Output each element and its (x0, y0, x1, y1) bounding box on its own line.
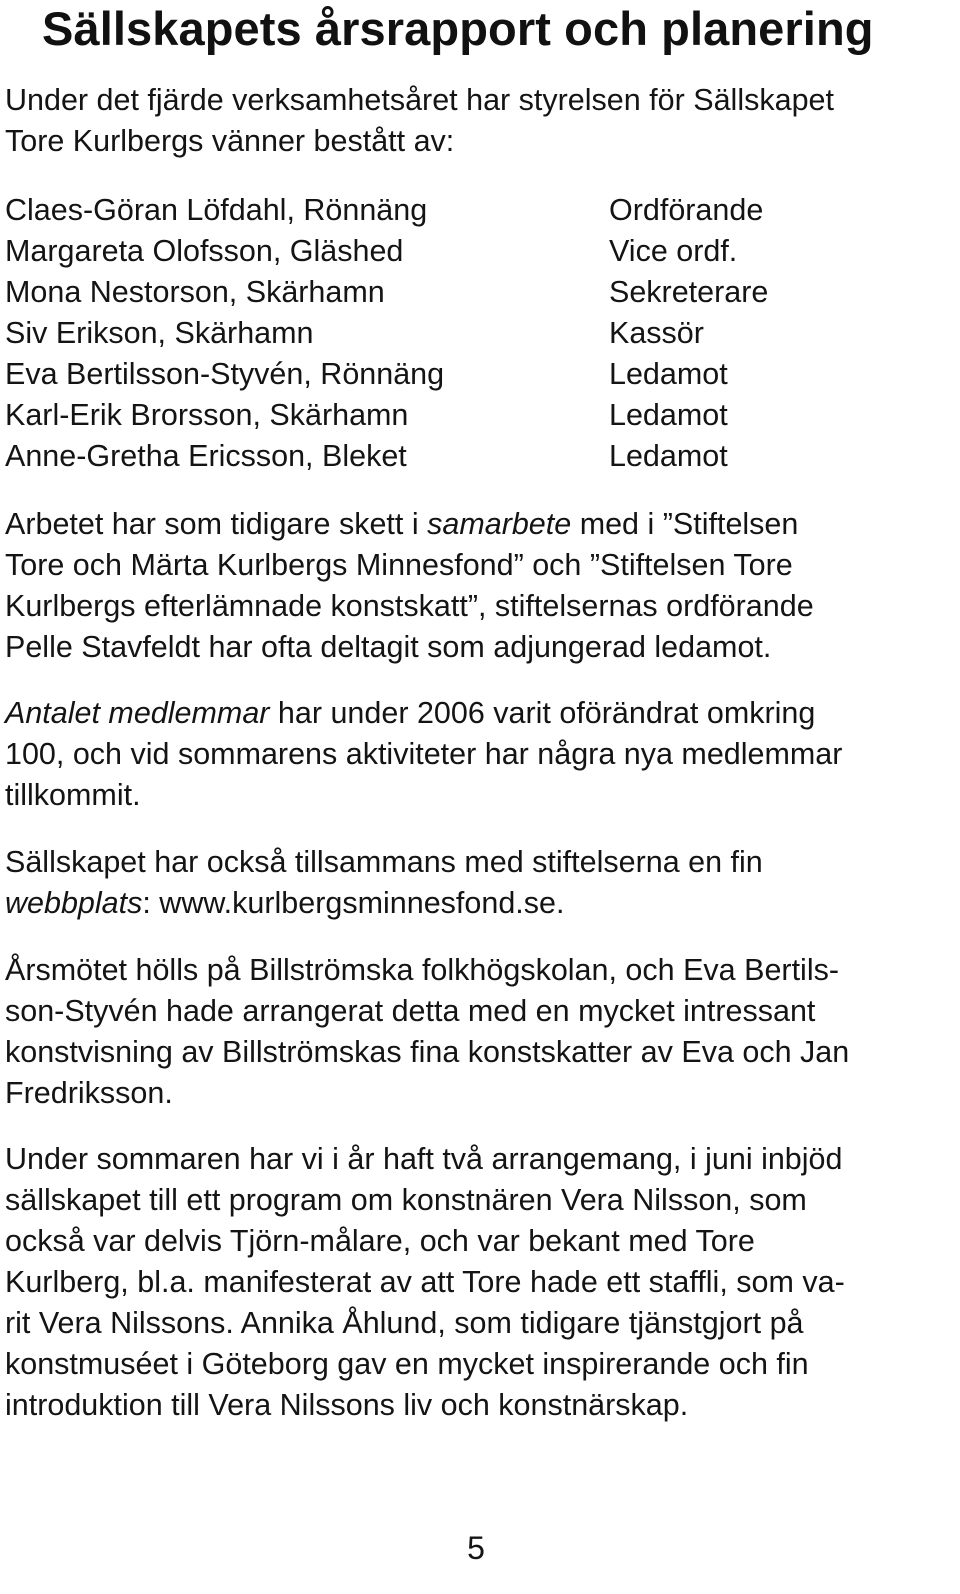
text-line: 100, och vid sommarens aktiviteter har några nya medlemmar (5, 737, 843, 771)
board-member-row (5, 313, 953, 354)
member-role: Ordförande (609, 193, 764, 227)
board-members-list (5, 190, 953, 480)
page-number: 5 (467, 1530, 485, 1566)
text-line: Sällskapet har också tillsammans med stiftelserna en fin (5, 845, 763, 879)
member-name: Margareta Olofsson, Gläshed (5, 234, 404, 268)
text-line: Under sommaren har vi i år haft två arrangemang, i juni inbjöd (5, 1142, 843, 1176)
arsmote-paragraph (5, 950, 953, 1114)
text-line: Tore Kurlbergs vänner bestått av: (5, 124, 455, 158)
board-member-row (5, 272, 953, 313)
board-member-row (5, 354, 953, 395)
text-line: konstvisning av Billströmskas fina konstskatter av Eva och Jan (5, 1035, 850, 1069)
member-name: Mona Nestorson, Skärhamn (5, 275, 385, 309)
board-member-row (5, 395, 953, 436)
text-line: Pelle Stavfeldt har ofta deltagit som adjungerad ledamot. (5, 630, 772, 664)
sommaren-paragraph (5, 1139, 953, 1426)
member-role: Ledamot (609, 439, 728, 473)
member-name: Eva Bertilsson-Styvén, Rönnäng (5, 357, 445, 391)
text-run: har under 2006 varit oförändrat omkring (269, 696, 816, 730)
emphasis-webbplats: webbplats (5, 886, 143, 920)
member-name: Claes-Göran Löfdahl, Rönnäng (5, 193, 428, 227)
medlemmar-paragraph (5, 693, 953, 816)
emphasis-medlemmar: Antalet medlemmar (5, 696, 270, 730)
text-line: Fredriksson. (5, 1076, 173, 1110)
text-line (5, 504, 953, 545)
samarbete-paragraph (5, 504, 953, 668)
member-role: Sekreterare (609, 275, 769, 309)
member-role: Vice ordf. (609, 234, 738, 268)
member-role: Ledamot (609, 357, 728, 391)
page-title: Sällskapets årsrapport och planering (42, 2, 874, 55)
text-line: sällskapet till ett program om konstnären Vera Nilsson, som (5, 1183, 807, 1217)
text-run: Arbetet har som tidigare skett i (5, 507, 428, 541)
text-line (5, 693, 953, 734)
text-line: Tore och Märta Kurlbergs Minnesfond” och ”Stiftelsen Tore (5, 548, 793, 582)
text-line: Kurlbergs efterlämnade konstskatt”, stiftelsernas ordförande (5, 589, 814, 623)
text-line: rit Vera Nilssons. Annika Åhlund, som tidigare tjänstgjort på (5, 1306, 804, 1340)
member-role: Ledamot (609, 398, 728, 432)
text-line: tillkommit. (5, 778, 141, 812)
text-line: Årsmötet hölls på Billströmska folkhögskolan, och Eva Bertils- (5, 953, 839, 987)
intro-paragraph (5, 80, 953, 162)
text-line: son-Styvén hade arrangerat detta med en mycket intressant (5, 994, 816, 1028)
board-member-row (5, 190, 953, 231)
text-run: med i ”Stiftelsen (571, 507, 799, 541)
text-line: Under det fjärde verksamhetsåret har styrelsen för Sällskapet (5, 83, 834, 117)
webbplats-paragraph (5, 842, 953, 924)
text-line: introduktion till Vera Nilssons liv och konstnärskap. (5, 1388, 689, 1422)
member-name: Karl-Erik Brorsson, Skärhamn (5, 398, 409, 432)
text-line: Kurlberg, bl.a. manifesterat av att Tore hade ett staffli, som va- (5, 1265, 845, 1299)
member-name: Anne-Gretha Ericsson, Bleket (5, 439, 407, 473)
board-member-row (5, 436, 953, 477)
emphasis-samarbete: samarbete (427, 507, 572, 541)
text-line: konstmuséet i Göteborg gav en mycket inspirerande och fin (5, 1347, 809, 1381)
text-line: också var delvis Tjörn-målare, och var bekant med Tore (5, 1224, 755, 1258)
board-member-row (5, 231, 953, 272)
text-line (5, 883, 953, 924)
member-name: Siv Erikson, Skärhamn (5, 316, 314, 350)
website-address: : www.kurlbergsminnesfond.se. (142, 886, 565, 920)
member-role: Kassör (609, 316, 704, 350)
